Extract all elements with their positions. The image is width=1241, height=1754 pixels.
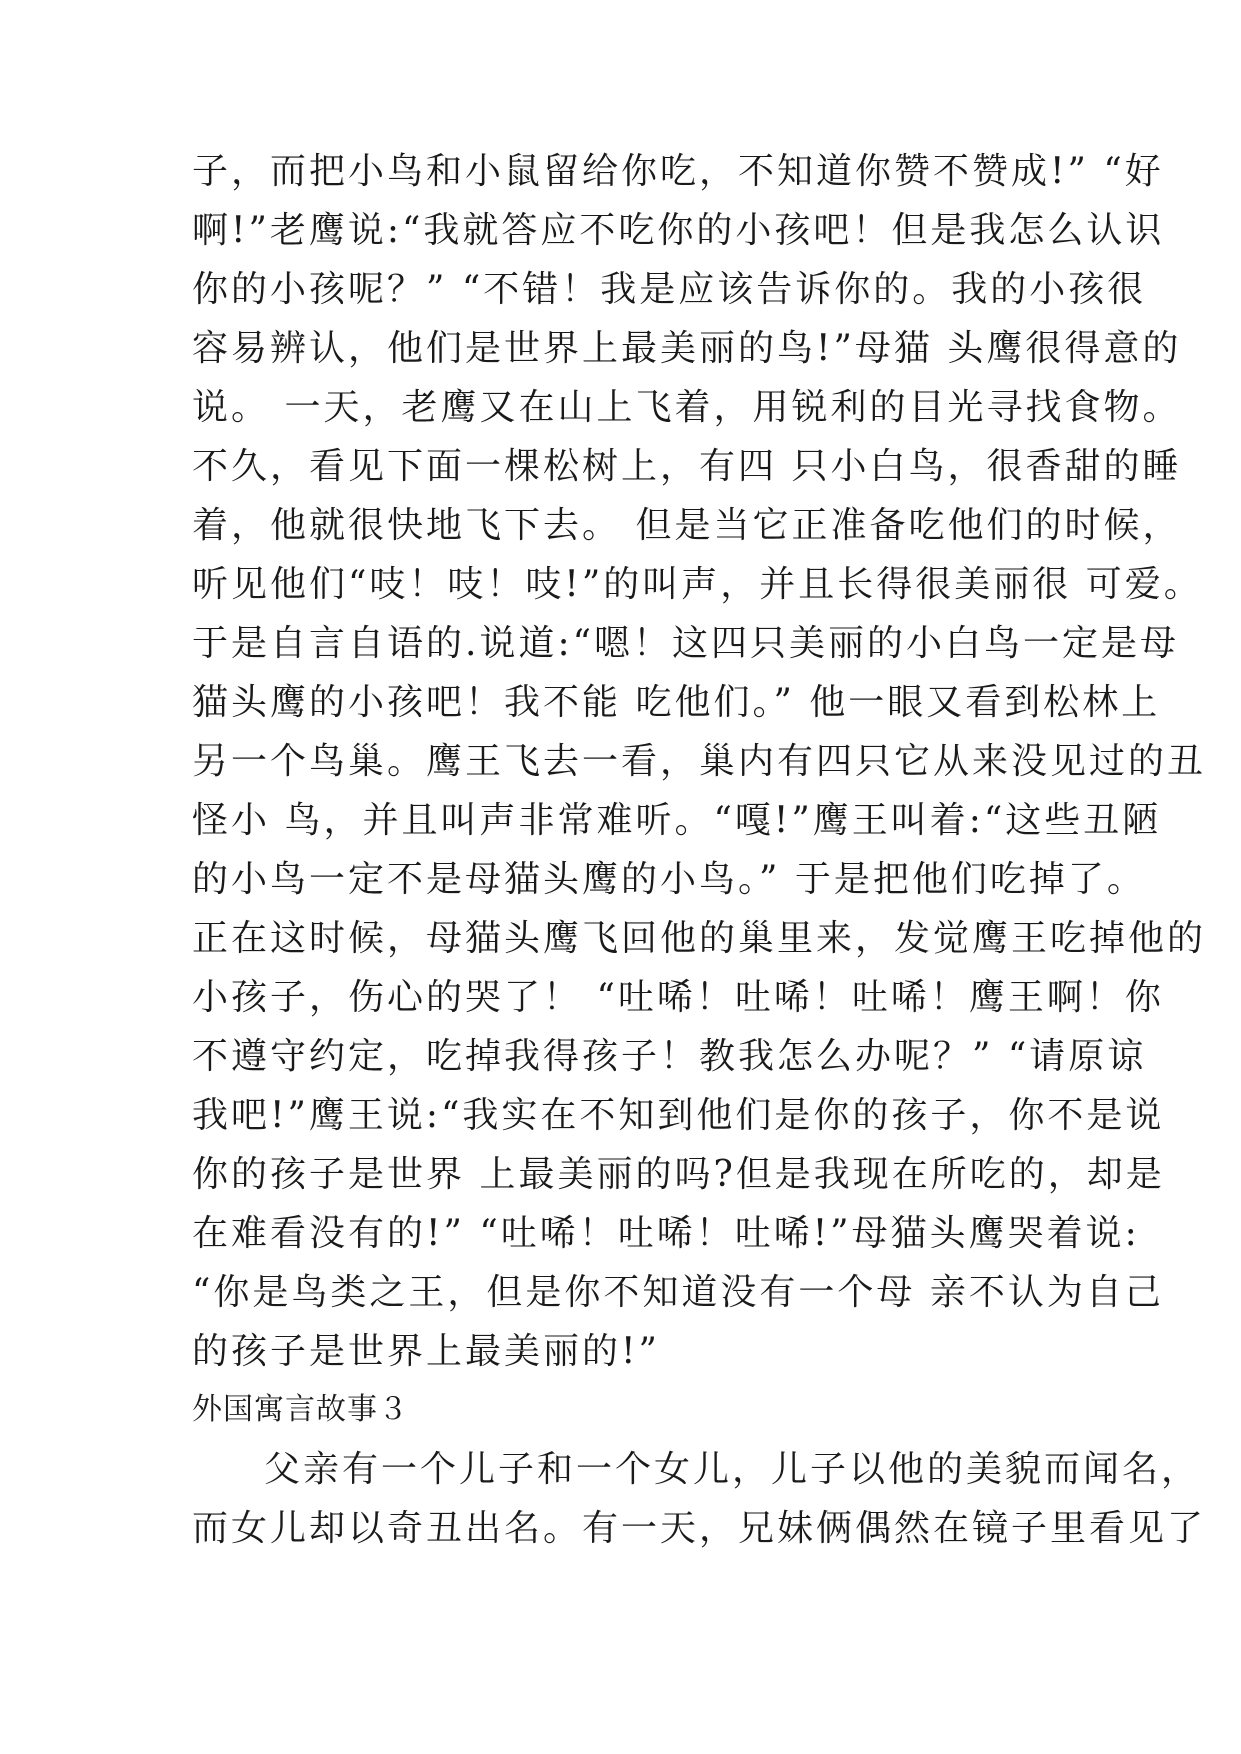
text-line: 你的小孩呢？” “不错！我是应该告诉你的。我的小孩很: [192, 269, 1147, 310]
text-line: 正在这时候，母猫头鹰飞回他的巢里来，发觉鹰王吃掉他的: [192, 918, 1207, 959]
paragraph-first-line: 父亲有一个儿子和一个女儿，儿子以他的美貌而闻名，: [264, 1449, 1201, 1490]
text-line: 听见他们“吱！吱！吱!”的叫声，并且长得很美丽很 可爱。: [192, 564, 1203, 605]
text-line: “你是鸟类之王，但是你不知道没有一个母 亲不认为自己: [192, 1272, 1164, 1313]
text-line: 不遵守约定，吃掉我得孩子！教我怎么办呢？” “请原谅: [192, 1036, 1147, 1077]
text-line: 子，而把小鸟和小鼠留给你吃，不知道你赞不赞成!” “好: [192, 151, 1164, 192]
text-line: 我吧!”鹰王说:“我实在不知到他们是你的孩子，你不是说: [192, 1095, 1165, 1136]
text-line: 猫头鹰的小孩吧！我不能 吃他们。” 他一眼又看到松林上: [192, 682, 1161, 723]
text-line: 你的孩子是世界 上最美丽的吗?但是我现在所吃的，却是: [192, 1154, 1165, 1195]
text-line: 的小鸟一定不是母猫头鹰的小鸟。” 于是把他们吃掉了。: [192, 859, 1146, 900]
text-line: 容易辨认，他们是世界上最美丽的鸟!”母猫 头鹰很得意的: [192, 328, 1182, 369]
text-line: 另一个鸟巢。鹰王飞去一看，巢内有四只它从来没见过的丑: [192, 741, 1207, 782]
text-line: 而女儿却以奇丑出名。有一天，兄妹俩偶然在镜子里看见了: [192, 1508, 1207, 1549]
text-line: 怪小 鸟，并且叫声非常难听。“嘎!”鹰王叫着:“这些丑陋: [192, 800, 1162, 841]
text-line: 于是自言自语的.说道:“嗯！这四只美丽的小白鸟一定是母: [192, 623, 1179, 664]
text-line: 的孩子是世界上最美丽的!”: [192, 1331, 660, 1372]
section-heading: 外国寓言故事３: [192, 1392, 409, 1427]
text-line: 不久，看见下面一棵松树上，有四 只小白鸟，很香甜的睡: [192, 446, 1182, 487]
text-line: 说。 一天，老鹰又在山上飞着，用锐利的目光寻找食物。: [192, 387, 1182, 428]
text-line: 着，他就很快地飞下去。 但是当它正准备吃他们的时候，: [192, 505, 1182, 546]
text-line: 啊!”老鹰说:“我就答应不吃你的小孩吧！但是我怎么认识: [192, 210, 1165, 251]
text-line: 小孩子，伤心的哭了！ “吐唏！吐唏！吐唏！鹰王啊！你: [192, 977, 1164, 1018]
text-line: 在难看没有的!” “吐唏！吐唏！吐唏!”母猫头鹰哭着说:: [192, 1213, 1140, 1254]
